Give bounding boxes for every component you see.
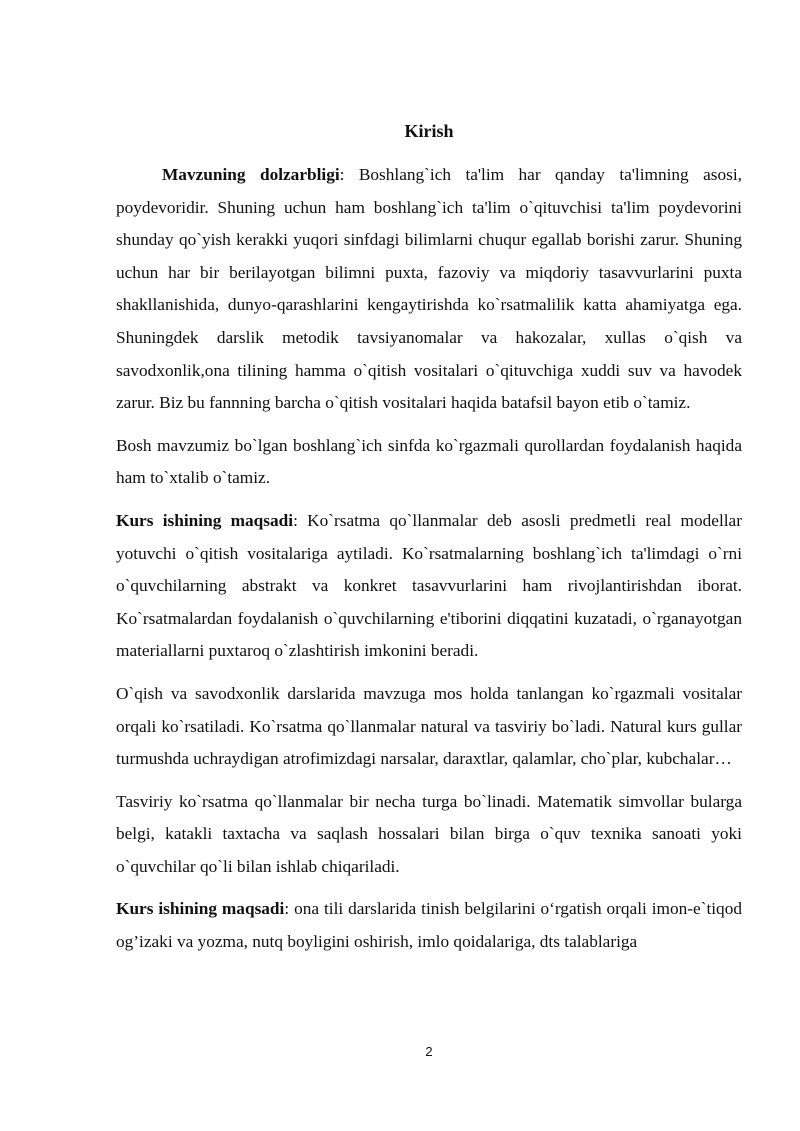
paragraph-lead: Mavzuning dolzarbligi bbox=[162, 165, 340, 184]
paragraph-text: : Boshlang`ich ta'lim har qanday ta'limning asosi, poydevoridir. Shuning uchun ham boshlang`ich ta'lim o`qituvchisi ta'lim poydevorini shunday qo`yish kerakki yuqori sinfdagi bilimlarni chuqur egallab borishi zarur. Shuning uchun har bir berilayotgan bilimni puxta, fazoviy va miqdoriy tasavvurlarini puxta shakllanishida, dunyo-qarashlarini kengaytirishda ko`rsatmalilik katta ahamiyatga ega. Shuningdek darslik metodik tavsiyanomalar va hakozalar, xullas o`qish va savodxonlik,ona tilining hamma o`qitish vositalari o`qituvchiga xuddi suv va havodek zarur. Biz bu fannning barcha o`qitish vositalari haqida batafsil bayon etib o`tamiz. bbox=[116, 165, 742, 413]
paragraph-lead: Kurs ishining maqsadi bbox=[116, 510, 294, 530]
page-title: Kirish bbox=[404, 121, 454, 141]
paragraph-text: Tasviriy ko`rsatma qo`llanmalar bir necha turga bo`linadi. Matematik simvollar bularga belgi, katakli taxtacha va saqlash hossalari bilan birga o`quv texnika sanoati yoki o`quvchilar qo`li bilan ishlab chiqariladi. bbox=[116, 791, 742, 876]
paragraph-text: Bosh mavzumiz bo`lgan boshlang`ich sinfda ko`rgazmali qurollardan foydalanish haqida ham to`xtalib o`tamiz. bbox=[116, 435, 742, 488]
paragraph-text: O`qish va savodxonlik darslarida mavzuga mos holda tanlangan ko`rgazmali vositalar orqali ko`rsatiladi. Ko`rsatma qo`llanmalar natural va tasviriy bo`ladi. Natural kurs gullar turmushda uchraydigan atrofimizdagi narsalar, daraxtlar, qalamlar, cho`plar, kubchalar… bbox=[116, 683, 742, 769]
page-number: 2 bbox=[425, 1044, 433, 1059]
paragraph-reading-literacy bbox=[116, 678, 742, 776]
paragraph-lead: Kurs ishining maqsadi bbox=[116, 899, 285, 919]
paragraph-course-goal bbox=[116, 505, 742, 668]
paragraph-course-goal-2 bbox=[116, 893, 742, 958]
paragraph-main-topic bbox=[116, 430, 742, 495]
paragraph-text: : Ko`rsatma qo`llanmalar deb asosli predmetli real modellar yotuvchi o`qitish vositalariga aytiladi. Ko`rsatmalarning boshlang`ich ta'limdagi o`rni o`quvchilarning abstrakt va konkret tasavvurlarini ham rivojlantirishdan iborat. Ko`rsatmalardan foydalanish o`quvchilarning e'tiborini diqqatini kuzatadi, o`rganayotgan materiallarni puxtaroq o`zlashtirish imkonini beradi. bbox=[116, 510, 742, 661]
paragraph-relevance bbox=[116, 159, 742, 420]
paragraph-visual-aids bbox=[116, 786, 742, 884]
document-body bbox=[116, 159, 742, 969]
paragraph-text: : ona tili darslarida tinish belgilarini o‘rgatish orqali imon-e`tiqod og’izaki va yozma, nutq boyligini oshirish, imlo qoidalariga, dts talablariga bbox=[116, 899, 742, 952]
